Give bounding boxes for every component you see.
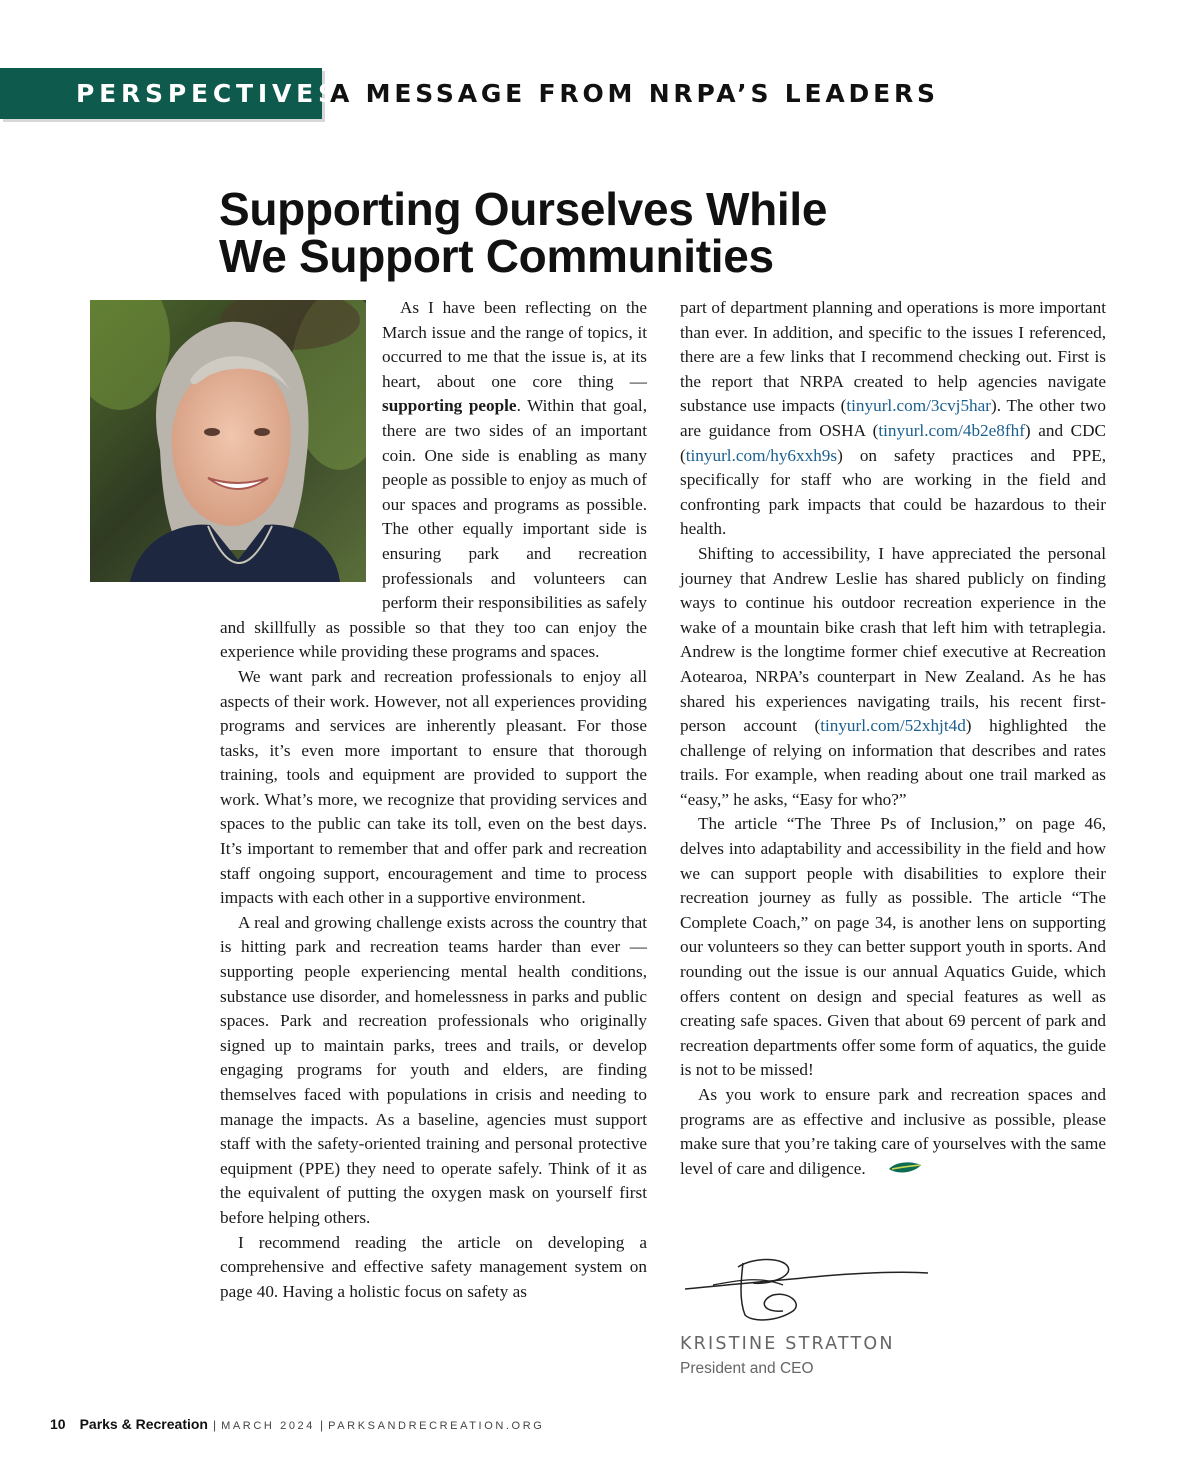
footer-separator: | — [319, 1418, 324, 1432]
paragraph: A real and growing challenge exists across the country that is hitting park and recreation teams harder than ever — supporting people experiencing mental health conditions, substance use disorder, and homelessness in parks and public spaces. Park and recreation professionals who originally signed up to maintain parks, trees and trails, or develop engaging programs for youth and elders, are finding themselves faced with populations in crisis and needing to manage the impacts. As a baseline, agencies must support staff with the safety-oriented training and personal protective equipment (PPE) they need to operate safely. Think of it as the equivalent of putting the oxygen mask on yourself first before helping others. — [220, 912, 647, 1227]
paragraph-text: ) highlighted the challenge of relying on information that describes and rates trails. For example, when reading about one trail marked as “easy,” he asks, “Easy for who?” — [680, 716, 1106, 809]
author-title: President and CEO — [680, 1360, 814, 1377]
article-column-right — [680, 296, 1106, 1182]
footer-separator: | — [212, 1418, 217, 1432]
paragraph-text: ). The other two are guidance from OSHA ( — [680, 396, 1106, 440]
article-title — [219, 183, 828, 282]
osha-link[interactable]: tinyurl.com/4b2e8fhf — [878, 420, 1025, 440]
page-number: 10 — [50, 1416, 66, 1432]
article-title-line-2: We Support Communities — [219, 230, 774, 282]
author-signature — [683, 1255, 933, 1330]
section-tag: PERSPECTIVES — [76, 79, 341, 108]
cdc-link[interactable]: tinyurl.com/hy6xxh9s — [685, 445, 838, 465]
paragraph-text: part of department planning and operations is more important than ever. In addition, and specific to the issues I referenced, there are a few links that I recommend checking out. First is the report that NRPA created to help agencies navigate substance use impacts ( — [680, 298, 1106, 416]
paragraph: The article “The Three Ps of Inclusion,” on page 46, delves into adaptability and accessibility in the field and how we can support people with disabilities to explore their recreation journey as fully as possible. The article “The Complete Coach,” on page 34, is another lens on supporting our volunteers so they can better support youth in sports. And rounding out the issue is our annual Aquatics Guide, which offers content on design and special features as well as creating safe spaces. Given that about 69 percent of park and recreation departments offer some form of aquatics, the guide is not to be missed! — [680, 814, 1106, 1080]
website[interactable]: PARKSANDRECREATION.ORG — [328, 1420, 545, 1432]
paragraph — [680, 542, 1106, 813]
section-subtitle: A MESSAGE FROM NRPA’S LEADERS — [330, 79, 939, 108]
emphasis-text: supporting people — [382, 396, 517, 416]
article-title-line-1: Supporting Ourselves While — [219, 183, 828, 235]
paragraph-text: ) and CDC ( — [680, 420, 1106, 465]
paragraph-text: Shifting to accessibility, I have appreciated the personal journey that Andrew Leslie has shared publicly on finding ways to continue his outdoor recreation experience in the wake of a mountain bike crash that left him with tetraplegia. Andrew is the longtime former chief executive at Recreation Aotearoa, NRPA’s counterpart in New Zealand. As he has shared his experiences navigating trails, his recent first-person account ( — [680, 543, 1106, 736]
photo-wrap-spacer — [220, 296, 382, 595]
paragraph: I recommend reading the article on developing a comprehensive and effective safety management system on page 40. Having a holistic focus on safety as — [220, 1232, 647, 1301]
magazine-name: Parks & Recreation — [79, 1416, 208, 1432]
paragraph-text: . Within that goal, there are two sides of an important coin. One side is enabling as many people as possible to enjoy as much of our spaces and programs as possible. The other equally important side is ensuring park and recreation professionals and volunteers can perform their responsibilities as safely and skillfully as possible so that they too can enjoy the experience while providing these programs and spaces. — [220, 396, 647, 662]
account-link[interactable]: tinyurl.com/52xhjt4d — [820, 716, 966, 736]
paragraph-text: ) on safety practices and PPE, specifically for staff who are working in the field and confronting park impacts that could be hazardous to their health. — [680, 445, 1106, 539]
paragraph — [680, 1083, 1106, 1182]
leaf-end-mark-icon — [870, 1158, 922, 1183]
issue-date: MARCH 2024 — [221, 1420, 315, 1432]
report-link[interactable]: tinyurl.com/3cvj5har — [846, 396, 992, 416]
paragraph-text: As you work to ensure park and recreation spaces and programs are as effective and inclusive as possible, please make sure that you’re taking care of yourselves with the same level of care and diligence. — [680, 1085, 1106, 1178]
author-name: KRISTINE STRATTON — [680, 1334, 895, 1354]
paragraph-text: As I have been reflecting on the March issue and the range of topics, it occurred to me that the issue is, at its heart, about one core thing — — [382, 298, 647, 391]
article-column-left — [220, 296, 647, 1304]
paragraph — [680, 296, 1106, 542]
page-footer — [50, 1416, 544, 1432]
paragraph: We want park and recreation professionals to enjoy all aspects of their work. However, not all experiences providing programs and services are inherently pleasant. For those tasks, it’s even more important to ensure that thorough training, tools and equipment are provided to support the work. What’s more, we recognize that providing services and spaces to the public can take its toll, even on the best days. It’s important to remember that and offer park and recreation staff ongoing support, encouragement and time to process impacts with each other in a supportive environment. — [220, 666, 647, 908]
